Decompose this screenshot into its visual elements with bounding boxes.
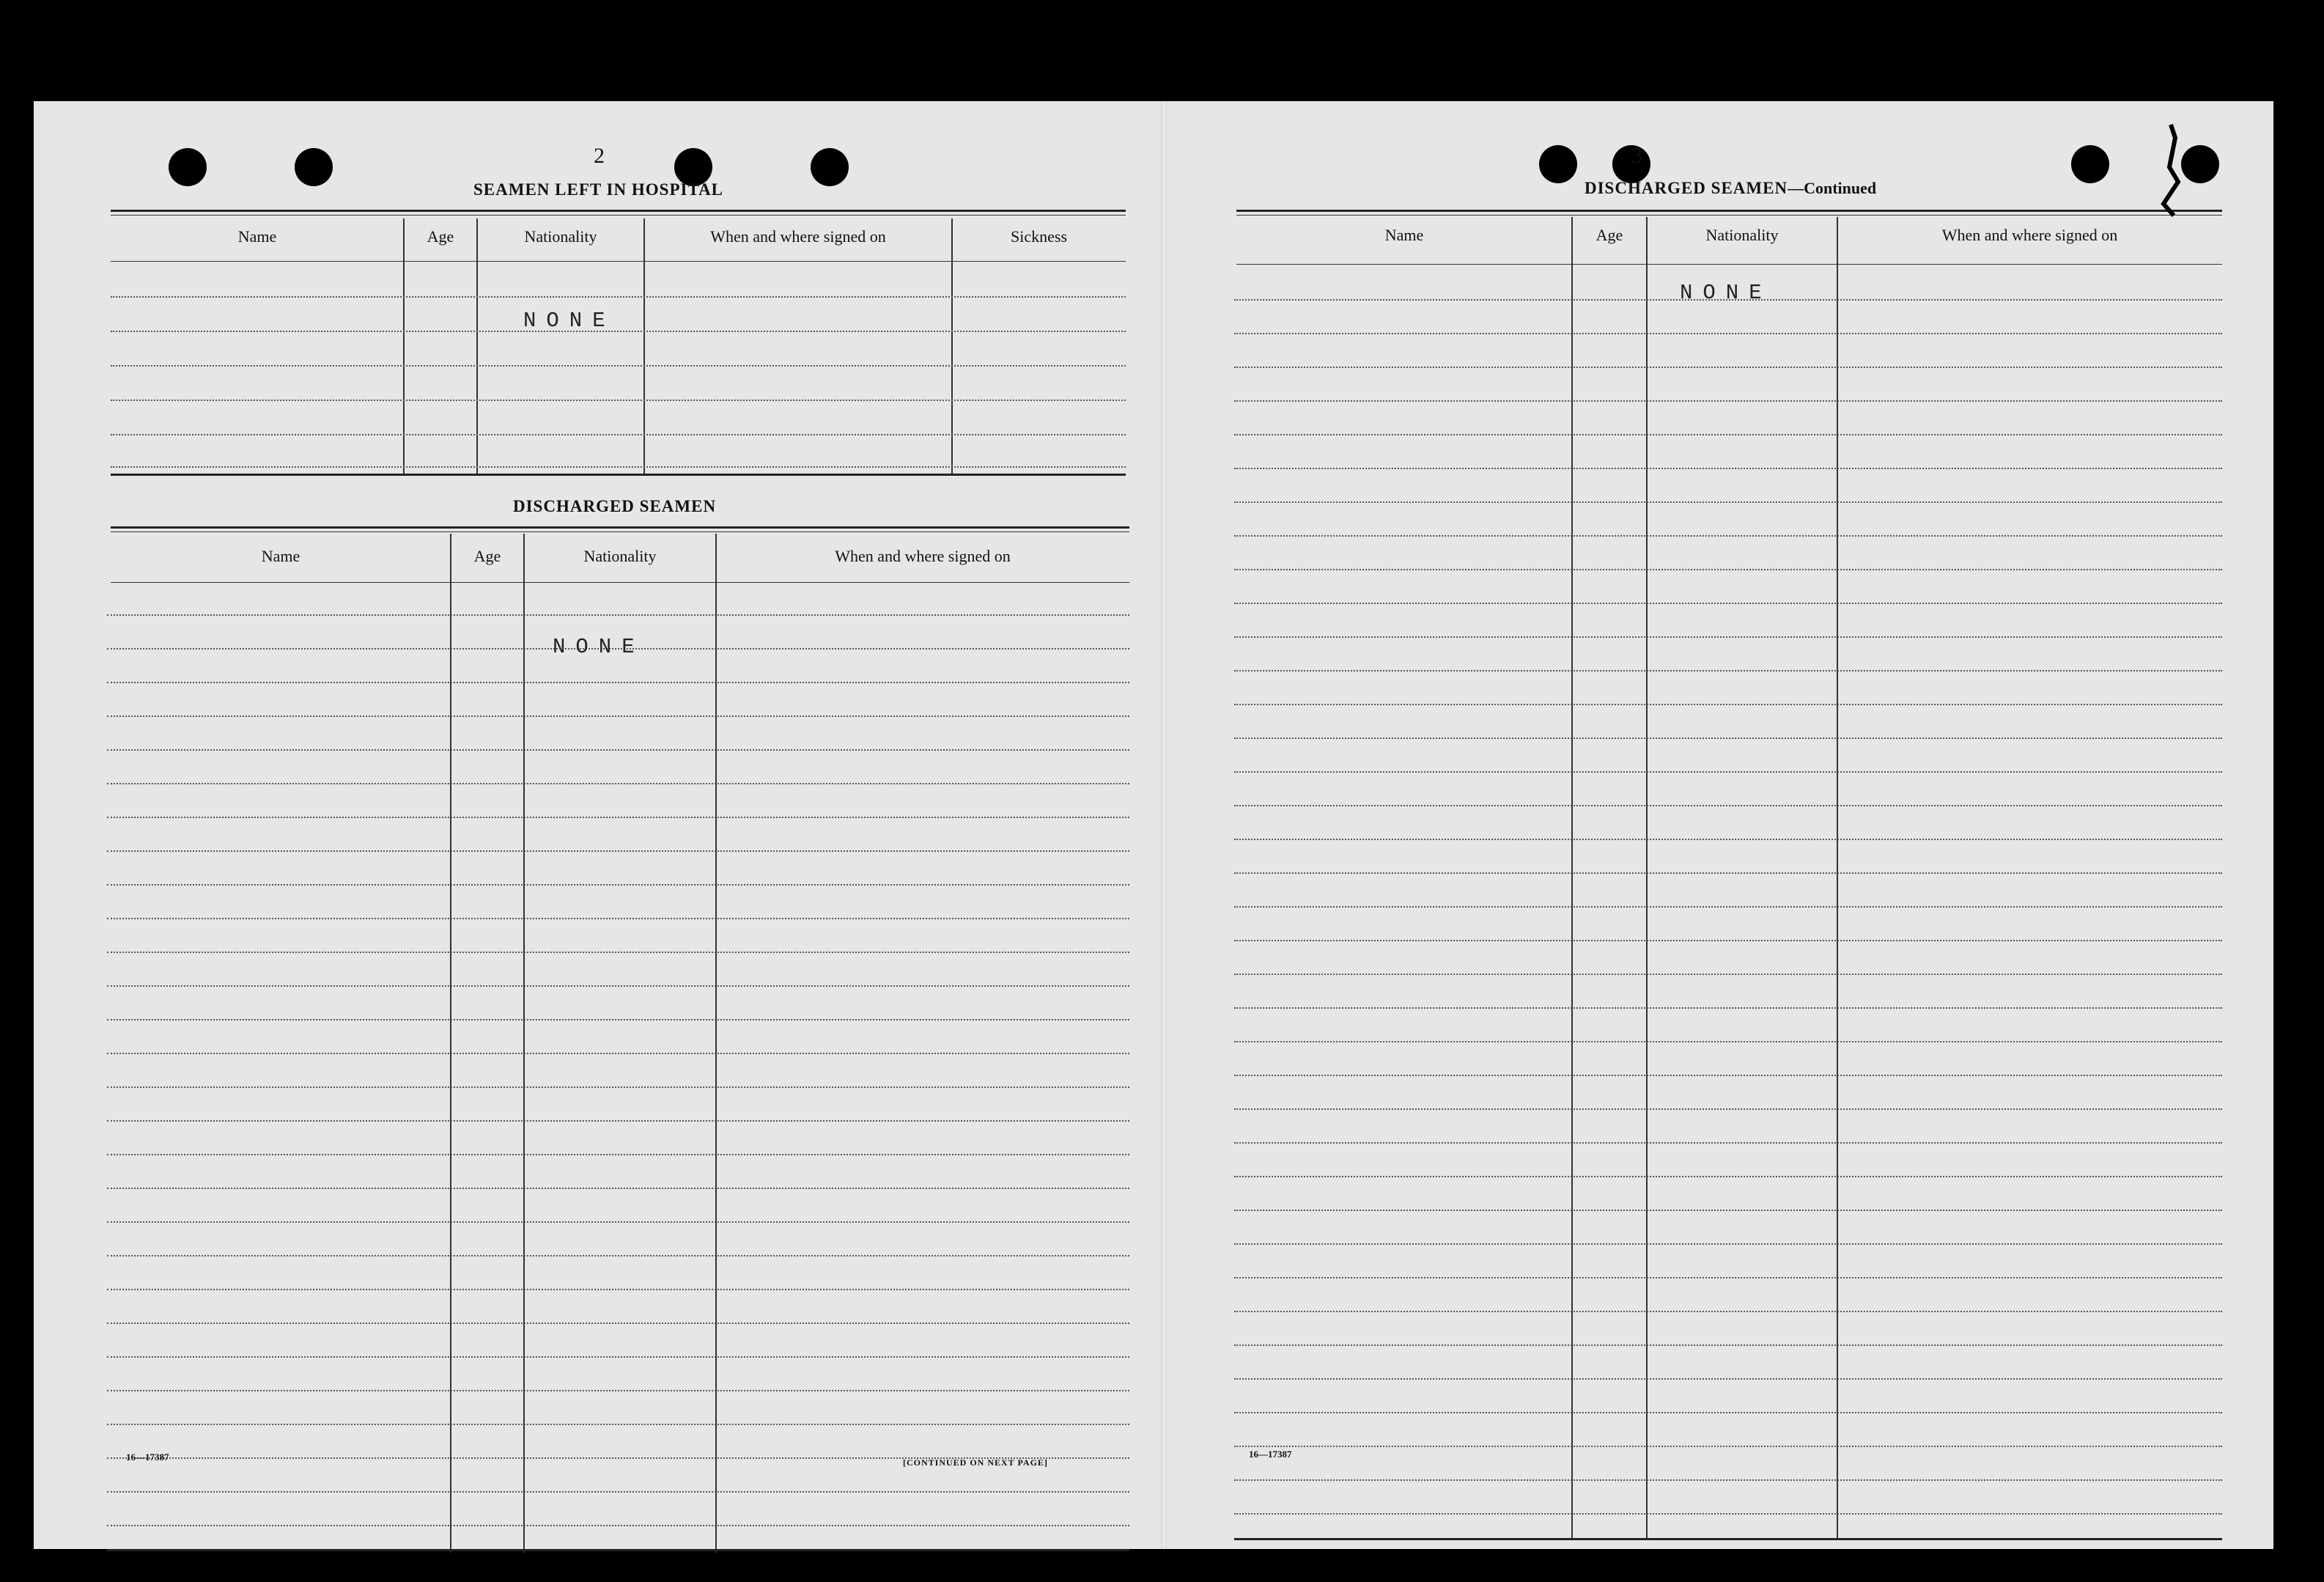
right-page	[1167, 101, 2273, 1549]
column-divider	[715, 534, 717, 1553]
form-number: 16—17387	[126, 1452, 169, 1463]
section-title-discharged: DISCHARGED SEAMEN	[513, 497, 717, 515]
punch-hole	[811, 148, 849, 186]
column-divider	[476, 218, 478, 475]
table-rule	[111, 210, 1126, 212]
typed-entry-none: NONE	[553, 635, 645, 659]
column-header-age: Age	[473, 547, 501, 565]
page-crease	[1161, 101, 1167, 1549]
table-rule	[111, 582, 1129, 583]
entry-line	[111, 434, 1126, 435]
punch-hole	[2181, 145, 2219, 183]
section-title-suffix: —Continued	[1788, 179, 1877, 197]
column-divider	[523, 534, 525, 1553]
column-header-sickness: Sickness	[1011, 227, 1067, 246]
column-header-nationality: Nationality	[583, 547, 657, 565]
column-divider	[1571, 217, 1573, 1538]
table-rule	[107, 1549, 1129, 1551]
page-number: 2	[594, 144, 605, 168]
column-header-signed-on: When and where signed on	[835, 547, 1011, 565]
page-number: 3	[1631, 144, 1642, 168]
form-number: 16—17387	[1249, 1449, 1292, 1460]
column-header-name: Name	[261, 547, 300, 565]
table-rule	[111, 261, 1126, 262]
table-rule	[1236, 264, 2222, 265]
table-rule	[111, 531, 1129, 532]
table-rule	[1236, 210, 2222, 212]
table-rule	[1234, 1538, 2222, 1540]
column-header-age: Age	[427, 227, 454, 246]
column-header-nationality: Nationality	[524, 227, 597, 246]
section-title-text: DISCHARGED SEAMEN	[1585, 179, 1788, 197]
punch-hole	[1539, 145, 1577, 183]
document-paper	[34, 101, 2273, 1549]
continued-note: [CONTINUED ON NEXT PAGE]	[903, 1457, 1048, 1468]
entry-line	[111, 331, 1126, 332]
column-header-name: Name	[1384, 226, 1424, 244]
column-header-signed-on: When and where signed on	[1941, 226, 2118, 244]
column-divider	[643, 218, 645, 475]
section-title-discharged-continued	[1585, 179, 1876, 198]
left-page	[34, 101, 1162, 1549]
entry-line	[111, 296, 1126, 298]
column-divider	[1646, 217, 1648, 1538]
column-header-name: Name	[237, 227, 277, 246]
entry-line	[111, 365, 1126, 367]
column-divider	[1837, 217, 1838, 1538]
punch-hole	[2071, 145, 2109, 183]
column-header-signed-on: When and where signed on	[710, 227, 886, 246]
table-rule	[1236, 215, 2222, 216]
typed-entry-none: NONE	[1680, 281, 1772, 305]
punch-hole	[169, 148, 207, 186]
entry-line	[111, 466, 1126, 468]
column-divider	[450, 534, 451, 1553]
column-header-nationality: Nationality	[1705, 226, 1779, 244]
table-rule	[111, 526, 1129, 529]
typed-entry-none: NONE	[523, 309, 616, 333]
entry-line	[111, 400, 1126, 401]
column-divider	[951, 218, 953, 475]
section-title-hospital: SEAMEN LEFT IN HOSPITAL	[473, 180, 724, 199]
column-header-age: Age	[1596, 226, 1623, 244]
table-rule	[111, 215, 1126, 216]
table-rule	[111, 474, 1126, 476]
corner-ink-mark	[2156, 123, 2185, 218]
column-divider	[403, 218, 405, 475]
punch-hole	[295, 148, 333, 186]
